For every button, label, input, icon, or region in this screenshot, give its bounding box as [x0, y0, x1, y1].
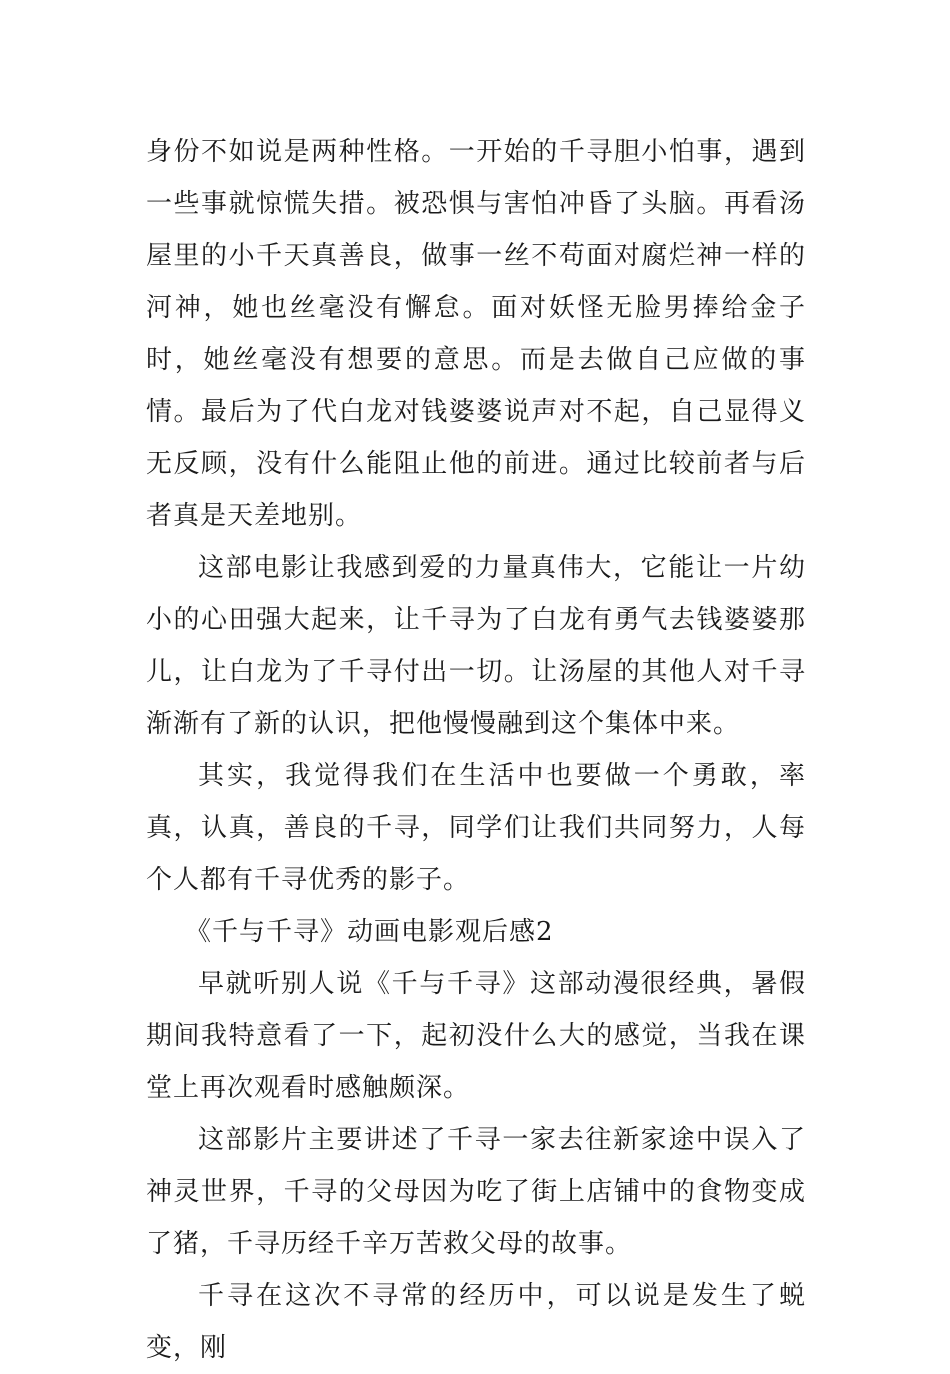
paragraph-3: 其实，我觉得我们在生活中也要做一个勇敢，率真，认真，善良的千寻，同学们让我们共同努力，人每个人都有千寻优秀的影子。: [146, 761, 806, 895]
paragraph-1: 身份不如说是两种性格。一开始的千寻胆小怕事，遇到一些事就惊慌失措。被恐惧与害怕冲昏了头脑。再看汤屋里的小千天真善良，做事一丝不苟面对腐烂神一样的河神，她也丝毫没有懈怠。面对妖怪无脸男捧给金子时，她丝毫没有想要的意思。而是去做自己应做的事情。最后为了代白龙对钱婆婆说声对不起，自己显得义无反顾，没有什么能阻止他的前进。通过比较前者与后者真是天差地别。: [146, 137, 806, 531]
paragraph-5: 这部影片主要讲述了千寻一家去往新家途中误入了神灵世界，千寻的父母因为吃了街上店铺中的食物变成了猪，千寻历经千辛万苦救父母的故事。: [146, 1125, 806, 1259]
paragraph-2: 这部电影让我感到爱的力量真伟大，它能让一片幼小的心田强大起来，让千寻为了白龙有勇气去钱婆婆那儿，让白龙为了千寻付出一切。让汤屋的其他人对千寻渐渐有了新的认识，把他慢慢融到这个集体中来。: [146, 553, 806, 739]
section-heading: 《千与千寻》动画电影观后感2: [185, 917, 554, 947]
paragraph-6: 千寻在这次不寻常的经历中，可以说是发生了蜕变，刚: [146, 1281, 806, 1363]
document-body: [146, 126, 806, 1374]
paragraph-4: 早就听别人说《千与千寻》这部动漫很经典，暑假期间我特意看了一下，起初没什么大的感觉，当我在课堂上再次观看时感触颇深。: [146, 969, 806, 1103]
